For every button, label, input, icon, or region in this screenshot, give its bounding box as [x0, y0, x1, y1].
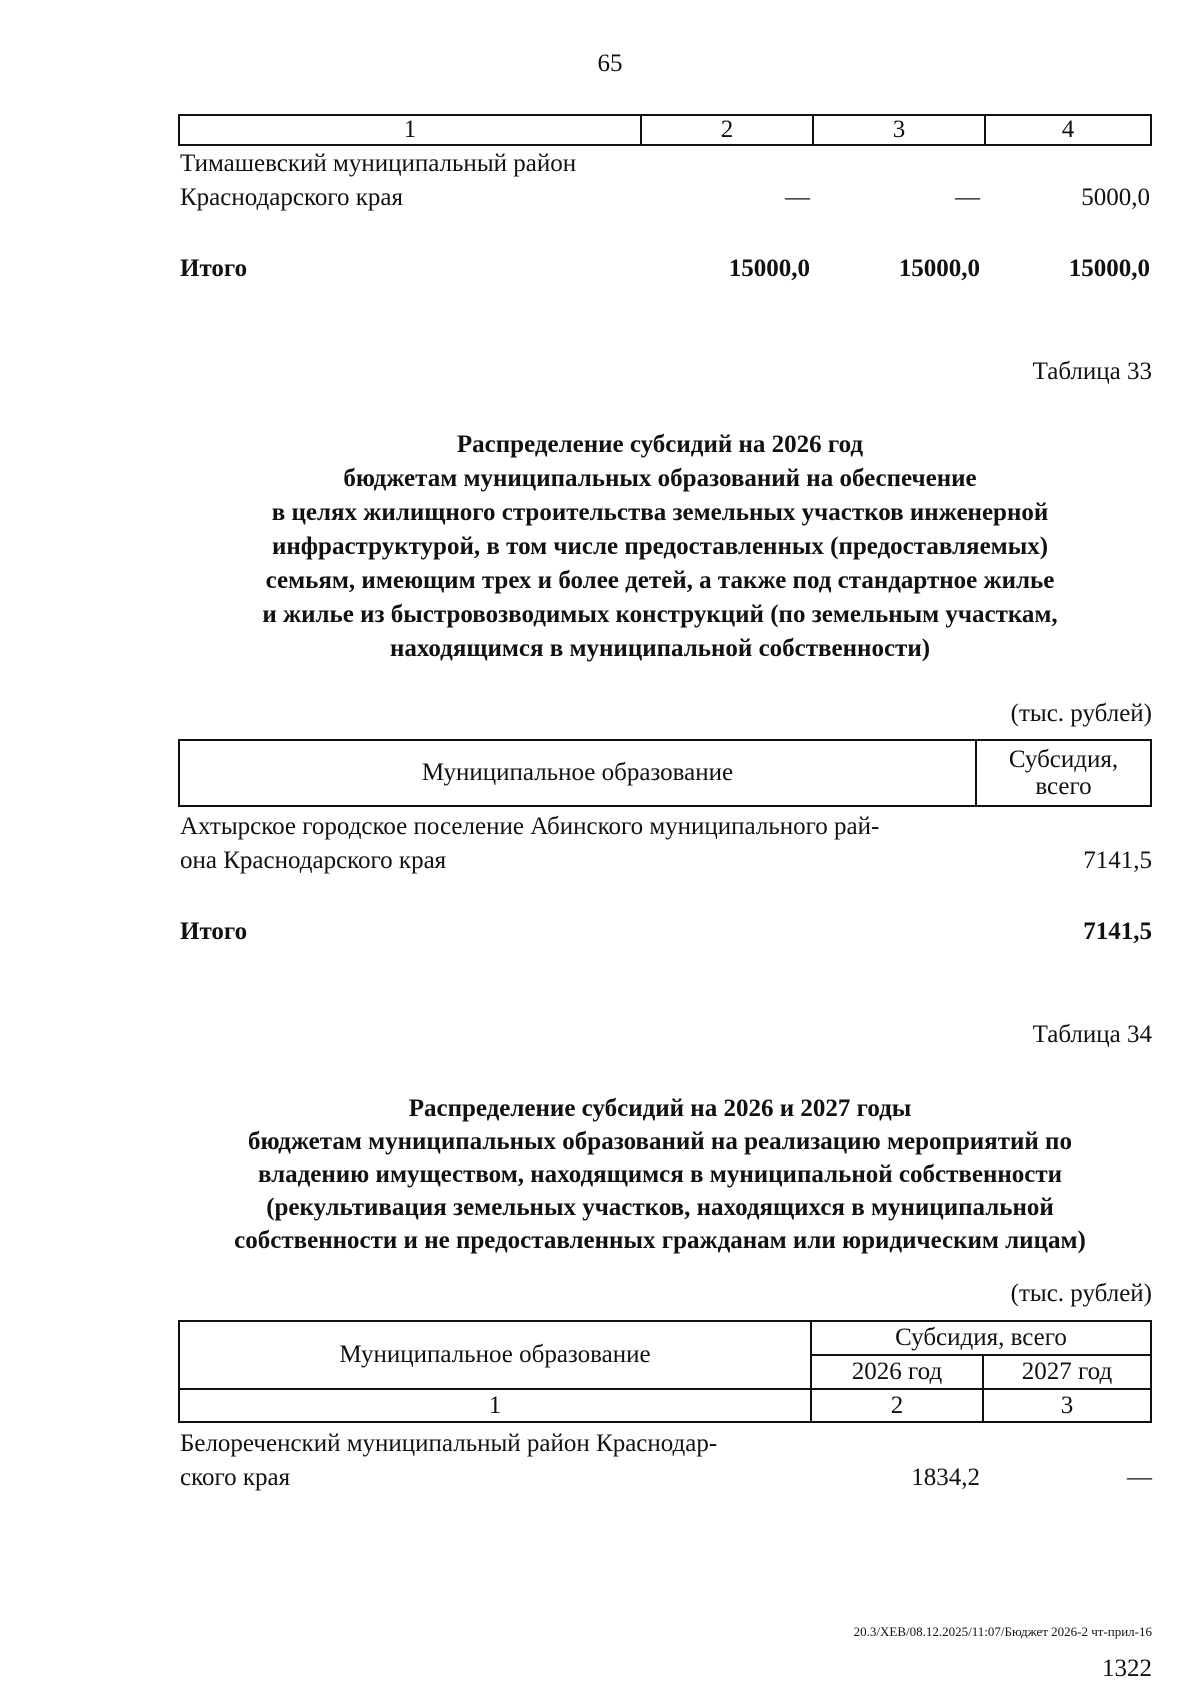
- table33-title: [160, 428, 1160, 666]
- table34-row-name-line1: Белореченский муниципальный район Краснодар-: [180, 1430, 718, 1457]
- table33-header-subsidy-line1: Субсидия,: [1008, 745, 1119, 773]
- table34-header-year-2026: 2026 год: [811, 1355, 983, 1389]
- top-row-name-line2: Краснодарского края: [180, 184, 403, 211]
- table34-row-2026: 1834,2: [911, 1464, 980, 1491]
- table33-header-municipality: Муниципальное образование: [179, 740, 976, 806]
- table34-title-line: Распределение субсидий на 2026 и 2027 годы: [408, 1095, 912, 1122]
- header-col-1: 1: [179, 115, 641, 145]
- top-total-col4: 15000,0: [1068, 255, 1150, 282]
- table34-title-line: (рекультивация земельных участков, находящихся в муниципальной: [266, 1194, 1054, 1221]
- table33-title-line: в целях жилищного строительства земельных участков инженерной: [271, 499, 1049, 526]
- table34-unit: (тыс. рублей): [1010, 1280, 1152, 1307]
- table33-title-line: семьям, имеющим трех и более детей, а также под стандартное жилье: [265, 567, 1055, 594]
- table34-header-num-2: 2: [811, 1389, 983, 1422]
- table34-title: [160, 1092, 1160, 1257]
- table34-row-name-line2: ского края: [180, 1464, 291, 1491]
- table34-label: Таблица 34: [1032, 1021, 1152, 1048]
- table33-row-name: [180, 810, 879, 878]
- table33-title-line: находящимся в муниципальной собственности): [389, 635, 931, 662]
- table34-header-subsidy-group: Субсидия, всего: [811, 1321, 1151, 1355]
- table34-header-municipality: Муниципальное образование: [179, 1321, 811, 1389]
- table33-header-subsidy: [976, 740, 1151, 806]
- table33-header: [178, 739, 1152, 807]
- table33-header-subsidy-line2: всего: [1035, 773, 1092, 800]
- table34-row-2027: —: [1127, 1464, 1152, 1491]
- table34-title-line: владению имуществом, находящимся в муниципальной собственности: [257, 1161, 1063, 1188]
- table33-total-value: 7141,5: [1083, 918, 1152, 945]
- header-col-2: 2: [641, 115, 813, 145]
- top-total-col3: 15000,0: [898, 255, 980, 282]
- table33-label: Таблица 33: [1032, 358, 1152, 385]
- table33-title-line: и жилье из быстровозводимых конструкций (по земельным участкам,: [262, 601, 1058, 628]
- table34-header-num-1: 1: [179, 1389, 811, 1422]
- header-col-3: 3: [813, 115, 985, 145]
- top-row-col3: —: [955, 184, 980, 211]
- table33-title-line: инфраструктурой, в том числе предоставленных (предоставляемых): [271, 533, 1049, 560]
- footer-code: 20.3/ХЕВ/08.12.2025/11:07/Бюджет 2026-2 чт-прил-16: [853, 1624, 1152, 1639]
- table33-title-line: Распределение субсидий на 2026 год: [456, 431, 864, 458]
- top-total-col2: 15000,0: [728, 255, 810, 282]
- top-row-col4: 5000,0: [1081, 184, 1150, 211]
- top-row-col2: —: [785, 184, 810, 211]
- table34-header-num-3: 3: [983, 1389, 1151, 1422]
- footer-doc-number: 1322: [1102, 1655, 1152, 1682]
- top-total-label: Итого: [180, 255, 248, 282]
- table33-unit: (тыс. рублей): [1010, 700, 1152, 727]
- table33-row-name-line1: Ахтырское городское поселение Абинского муниципального рай-: [180, 813, 880, 840]
- table33-row-name-line2: она Краснодарского края: [180, 847, 447, 874]
- table34-title-line: собственности и не предоставленных гражданам или юридическим лицам): [234, 1227, 1086, 1254]
- header-col-4: 4: [985, 115, 1151, 145]
- top-table-header: [178, 114, 1152, 146]
- table33-row-value: 7141,5: [1083, 847, 1152, 874]
- table34-header: [178, 1320, 1152, 1423]
- table34-row-name: [180, 1427, 717, 1495]
- top-row-name: [180, 147, 576, 215]
- page-number: 65: [597, 50, 623, 77]
- table34-header-year-2027: 2027 год: [983, 1355, 1151, 1389]
- table33-title-line: бюджетам муниципальных образований на обеспечение: [343, 465, 977, 492]
- table34-title-line: бюджетам муниципальных образований на реализацию мероприятий по: [248, 1128, 1072, 1155]
- table33-total-label: Итого: [180, 918, 248, 945]
- top-row-name-line1: Тимашевский муниципальный район: [180, 150, 577, 177]
